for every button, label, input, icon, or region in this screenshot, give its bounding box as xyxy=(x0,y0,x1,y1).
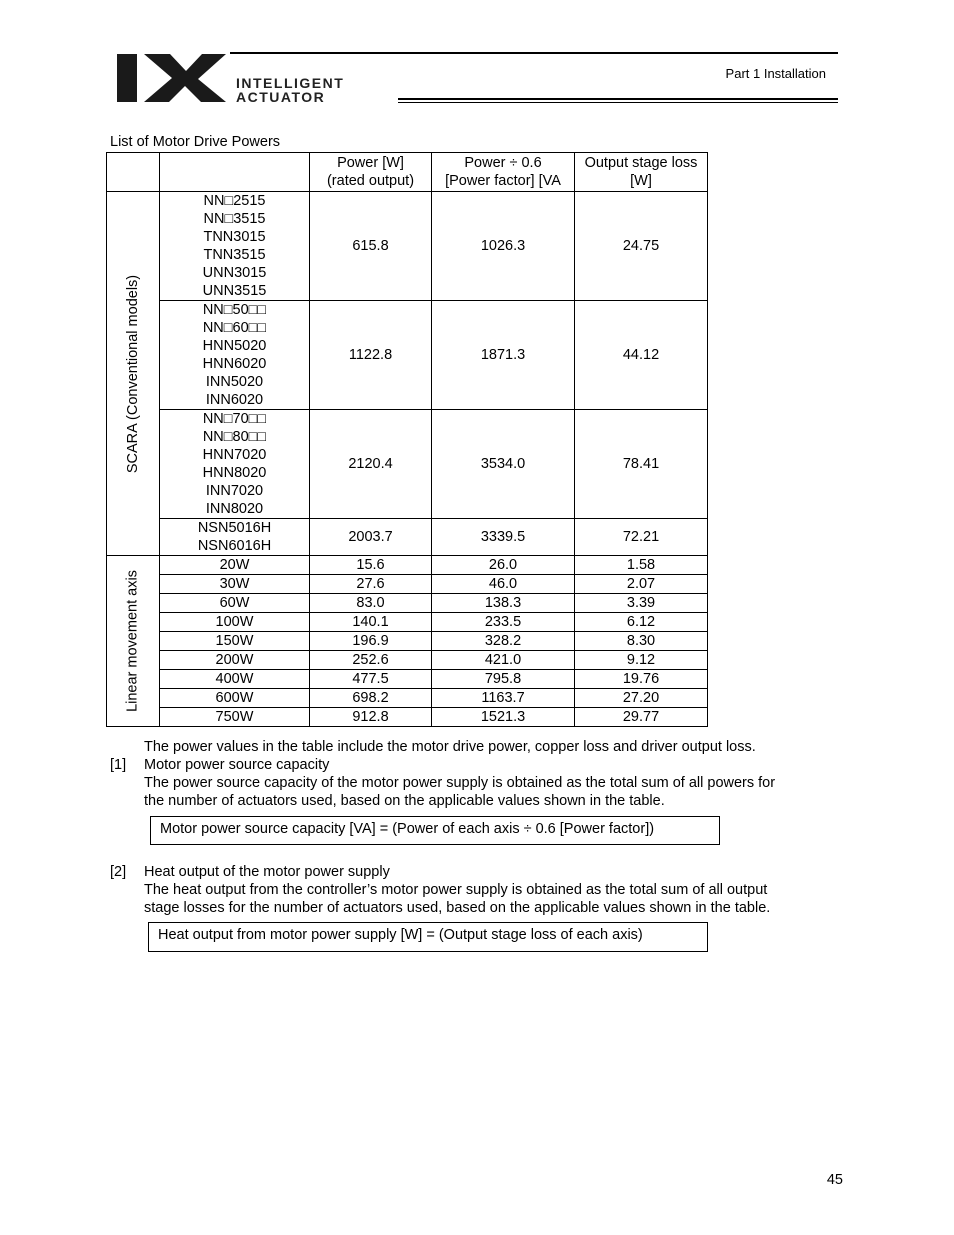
header-blank-2 xyxy=(160,153,310,192)
section-1-formula-box: Motor power source capacity [VA] = (Power of each axis ÷ 0.6 [Power factor]) xyxy=(150,816,720,845)
page-number: 45 xyxy=(826,1172,843,1188)
va-cell: 3339.5 xyxy=(432,519,575,556)
table-row xyxy=(107,556,708,575)
model-cell: 150W xyxy=(160,632,310,651)
power-cell: 196.9 xyxy=(310,632,432,651)
va-cell: 3534.0 xyxy=(432,410,575,519)
va-cell: 26.0 xyxy=(432,556,575,575)
loss-cell: 19.76 xyxy=(575,670,708,689)
table-row xyxy=(107,192,708,301)
power-cell: 477.5 xyxy=(310,670,432,689)
model-cell: 750W xyxy=(160,708,310,727)
table-row xyxy=(107,670,708,689)
power-cell: 83.0 xyxy=(310,594,432,613)
model-cell: NN□70□□ NN□80□□ HNN7020 HNN8020 INN7020 INN8020 xyxy=(160,410,310,519)
section-2-text-line1: The heat output from the controller’s motor power supply is obtained as the total sum of all output xyxy=(144,882,768,898)
table-row xyxy=(107,410,708,519)
power-cell: 15.6 xyxy=(310,556,432,575)
loss-cell: 1.58 xyxy=(575,556,708,575)
section-2-formula-box: Heat output from motor power supply [W] = (Output stage loss of each axis) xyxy=(148,922,708,952)
power-cell: 140.1 xyxy=(310,613,432,632)
power-cell: 698.2 xyxy=(310,689,432,708)
section-2-title: Heat output of the motor power supply xyxy=(144,864,390,880)
header-rule-bottom-thin xyxy=(398,102,838,103)
scara-group-label: SCARA (Conventional models) xyxy=(107,192,160,556)
motor-drive-power-table xyxy=(106,152,708,727)
va-cell: 328.2 xyxy=(432,632,575,651)
table-row xyxy=(107,708,708,727)
section-1-number: [1] xyxy=(110,757,127,773)
logo-line2: ACTUATOR xyxy=(236,89,326,105)
power-cell: 2003.7 xyxy=(310,519,432,556)
loss-cell: 72.21 xyxy=(575,519,708,556)
va-cell: 421.0 xyxy=(432,651,575,670)
table-row xyxy=(107,575,708,594)
loss-cell: 2.07 xyxy=(575,575,708,594)
loss-cell: 44.12 xyxy=(575,301,708,410)
table-row xyxy=(107,651,708,670)
loss-cell: 78.41 xyxy=(575,410,708,519)
power-cell: 1122.8 xyxy=(310,301,432,410)
header-loss: Output stage loss [W] xyxy=(575,153,708,192)
va-cell: 1163.7 xyxy=(432,689,575,708)
va-cell: 1871.3 xyxy=(432,301,575,410)
model-cell: NSN5016H NSN6016H xyxy=(160,519,310,556)
header-power: Power [W] (rated output) xyxy=(310,153,432,192)
table-row xyxy=(107,613,708,632)
section-1-text-line1: The power source capacity of the motor power supply is obtained as the total sum of all powers for xyxy=(144,775,776,791)
section-2-number: [2] xyxy=(110,864,127,880)
va-cell: 138.3 xyxy=(432,594,575,613)
loss-cell: 29.77 xyxy=(575,708,708,727)
loss-cell: 3.39 xyxy=(575,594,708,613)
model-cell: NN□50□□ NN□60□□ HNN5020 HNN6020 INN5020 INN6020 xyxy=(160,301,310,410)
section-2-text-line2: stage losses for the number of actuators used, based on the applicable values shown in the table. xyxy=(144,900,771,916)
model-cell: 200W xyxy=(160,651,310,670)
table-row xyxy=(107,301,708,410)
loss-cell: 9.12 xyxy=(575,651,708,670)
table-caption: List of Motor Drive Powers xyxy=(110,134,281,150)
header-blank-1 xyxy=(107,153,160,192)
model-cell: 600W xyxy=(160,689,310,708)
va-cell: 795.8 xyxy=(432,670,575,689)
model-cell: NN□2515 NN□3515 TNN3015 TNN3515 UNN3015 UNN3515 xyxy=(160,192,310,301)
va-cell: 1521.3 xyxy=(432,708,575,727)
power-cell: 615.8 xyxy=(310,192,432,301)
intelligent-actuator-logo xyxy=(114,52,399,106)
table-header-row xyxy=(107,153,708,192)
table-row xyxy=(107,632,708,651)
header-rule-bottom xyxy=(398,98,838,100)
section-1-text-line2: the number of actuators used, based on the applicable values shown in the table. xyxy=(144,793,665,809)
loss-cell: 8.30 xyxy=(575,632,708,651)
model-cell: 100W xyxy=(160,613,310,632)
power-cell: 27.6 xyxy=(310,575,432,594)
power-cell: 2120.4 xyxy=(310,410,432,519)
section-1-title: Motor power source capacity xyxy=(144,757,330,773)
va-cell: 46.0 xyxy=(432,575,575,594)
header-va: Power ÷ 0.6 [Power factor] [VA xyxy=(432,153,575,192)
header-rule-top xyxy=(230,52,838,54)
model-cell: 30W xyxy=(160,575,310,594)
power-cell: 252.6 xyxy=(310,651,432,670)
linear-group-label: Linear movement axis xyxy=(107,556,160,727)
model-cell: 400W xyxy=(160,670,310,689)
va-cell: 1026.3 xyxy=(432,192,575,301)
va-cell: 233.5 xyxy=(432,613,575,632)
table-row xyxy=(107,519,708,556)
model-cell: 60W xyxy=(160,594,310,613)
loss-cell: 24.75 xyxy=(575,192,708,301)
power-note: The power values in the table include the motor drive power, copper loss and driver output loss. xyxy=(144,739,756,755)
table-row xyxy=(107,594,708,613)
loss-cell: 6.12 xyxy=(575,613,708,632)
section-label: Part 1 Installation xyxy=(725,66,826,81)
loss-cell: 27.20 xyxy=(575,689,708,708)
model-cell: 20W xyxy=(160,556,310,575)
table-row xyxy=(107,689,708,708)
logo-line1: INTELLIGENT xyxy=(236,75,345,91)
power-cell: 912.8 xyxy=(310,708,432,727)
